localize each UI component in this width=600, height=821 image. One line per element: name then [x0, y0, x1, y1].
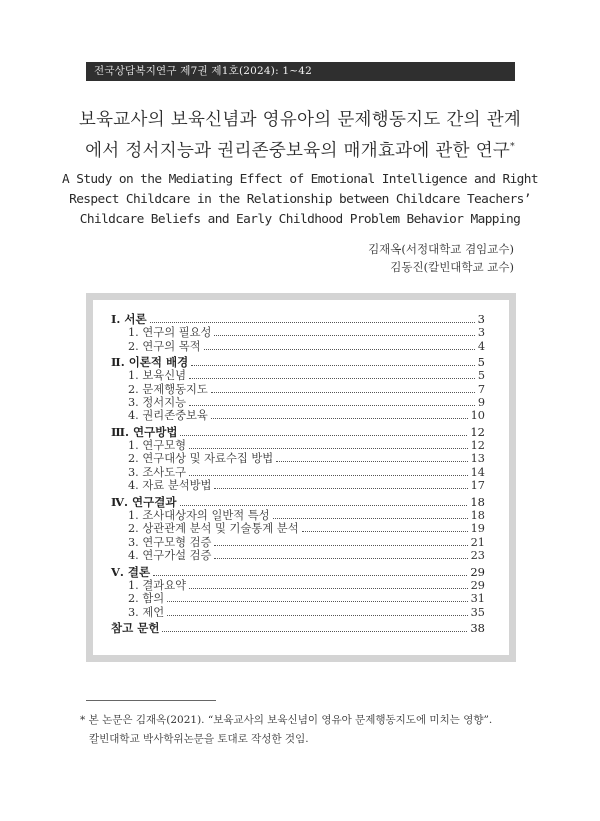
toc-page-number: 21 — [470, 535, 485, 549]
toc-page-number: 3 — [477, 326, 485, 340]
toc-subsection-entry[interactable] — [111, 509, 485, 522]
toc-page-number: 17 — [470, 479, 485, 493]
toc-dot-leader — [214, 545, 467, 546]
toc-entry-label: 3. 조사도구 — [128, 465, 187, 479]
author-2: 김동진(칼빈대학교 교수) — [390, 260, 514, 274]
toc-entry-label: 4. 자료 분석방법 — [128, 479, 212, 493]
toc-dot-leader — [189, 378, 475, 379]
toc-section-entry[interactable] — [111, 355, 485, 369]
toc-page-number: 12 — [470, 439, 485, 453]
toc-dot-leader — [211, 392, 475, 393]
toc-entry-label: 2. 함의 — [128, 592, 165, 606]
toc-page-number: 12 — [470, 424, 485, 439]
toc-page-number: 38 — [470, 620, 485, 635]
toc-dot-leader — [191, 365, 474, 366]
english-title-line-1: A Study on the Mediating Effect of Emotional Intelligence and Right — [62, 172, 538, 187]
toc-dot-leader — [189, 588, 468, 589]
toc-dot-leader — [302, 531, 468, 532]
toc-dot-leader — [150, 322, 475, 323]
toc-entry-label: Ⅱ. 이론적 배경 — [111, 355, 189, 370]
toc-subsection-entry[interactable] — [111, 452, 485, 465]
toc-page-number: 7 — [477, 382, 485, 396]
toc-page-number: 14 — [470, 465, 485, 479]
toc-subsection-entry[interactable] — [111, 396, 485, 409]
toc-entry-label: 3. 제언 — [128, 605, 165, 619]
footnote-mark[interactable]: * — [510, 142, 515, 152]
toc-dot-leader — [214, 558, 467, 559]
toc-dot-leader — [153, 575, 467, 576]
toc-page-number: 29 — [470, 564, 485, 579]
korean-title-line-2 — [60, 134, 540, 165]
toc-entry-label: 3. 정서지능 — [128, 396, 187, 410]
toc-page-number: 19 — [470, 522, 485, 536]
toc-dot-leader — [273, 518, 468, 519]
table-of-contents — [93, 300, 509, 655]
toc-dot-leader — [211, 418, 468, 419]
toc-subsection-entry[interactable] — [111, 383, 485, 396]
toc-entry-label: 참고 문헌 — [111, 620, 160, 635]
toc-dot-leader — [180, 435, 467, 436]
toc-entry-label: 4. 권리존중보육 — [128, 409, 208, 423]
toc-section-entry[interactable] — [111, 565, 485, 579]
toc-page-number: 9 — [477, 396, 485, 410]
toc-entry-label: 4. 연구가설 검증 — [128, 549, 212, 563]
toc-subsection-entry[interactable] — [111, 606, 485, 619]
toc-page-number: 5 — [477, 369, 485, 383]
toc-subsection-entry[interactable] — [111, 326, 485, 339]
toc-page-number: 4 — [477, 339, 485, 353]
english-title — [60, 170, 540, 230]
toc-page-number: 23 — [470, 549, 485, 563]
english-title-line-3: Childcare Beliefs and Early Childhood Problem Behavior Mapping — [79, 212, 521, 227]
toc-subsection-entry[interactable] — [111, 439, 485, 452]
toc-page-number: 31 — [470, 592, 485, 606]
author-1: 김재옥(서정대학교 겸임교수) — [368, 242, 514, 256]
toc-subsection-entry[interactable] — [111, 536, 485, 549]
toc-dot-leader — [189, 405, 475, 406]
toc-dot-leader — [189, 475, 468, 476]
toc-subsection-entry[interactable] — [111, 340, 485, 353]
toc-subsection-entry[interactable] — [111, 592, 485, 605]
toc-dot-leader — [276, 461, 467, 462]
toc-entry-label: 1. 조사대상자의 일반적 특성 — [128, 508, 270, 522]
footnote-divider — [86, 700, 216, 701]
toc-dot-leader — [214, 335, 474, 336]
toc-page-number: 10 — [470, 409, 485, 423]
toc-dot-leader — [180, 505, 468, 506]
toc-page-number: 29 — [470, 578, 485, 592]
toc-dot-leader — [167, 615, 467, 616]
toc-section-entry[interactable] — [111, 312, 485, 326]
toc-entry-label: Ⅳ. 연구결과 — [111, 494, 177, 509]
table-of-contents-frame — [86, 293, 516, 662]
toc-section-entry[interactable] — [111, 621, 485, 635]
toc-page-number: 35 — [470, 605, 485, 619]
authors — [368, 240, 514, 276]
toc-entry-label: 3. 연구모형 검증 — [128, 535, 212, 549]
journal-header-text: 전국상담복지연구 제7권 제1호(2024): 1~42 — [94, 65, 312, 77]
toc-subsection-entry[interactable] — [111, 409, 485, 422]
toc-subsection-entry[interactable] — [111, 369, 485, 382]
toc-entry-label: 2. 문제행동지도 — [128, 382, 208, 396]
toc-page-number: 13 — [470, 452, 485, 466]
toc-section-entry[interactable] — [111, 425, 485, 439]
korean-title — [60, 107, 540, 165]
korean-title-line-1: 보육교사의 보육신념과 영유아의 문제행동지도 간의 관계 — [78, 110, 522, 130]
toc-subsection-entry[interactable] — [111, 479, 485, 492]
toc-subsection-entry[interactable] — [111, 579, 485, 592]
toc-dot-leader — [214, 488, 467, 489]
toc-entry-label: Ⅲ. 연구방법 — [111, 424, 178, 439]
footnote-line-2: 칼빈대학교 박사학위논문을 토대로 작성한 것임. — [89, 733, 309, 745]
toc-entry-label: Ⅴ. 결론 — [111, 564, 151, 579]
toc-entry-label: Ⅰ. 서론 — [111, 312, 147, 326]
toc-entry-label: 2. 상관관계 분석 및 기술통계 분석 — [128, 522, 299, 536]
footnote — [80, 711, 520, 749]
toc-page-number: 3 — [477, 312, 485, 326]
toc-entry-label: 1. 연구의 필요성 — [128, 326, 212, 340]
toc-dot-leader — [189, 448, 468, 449]
toc-page-number: 5 — [477, 355, 485, 370]
toc-subsection-entry[interactable] — [111, 466, 485, 479]
toc-subsection-entry[interactable] — [111, 522, 485, 535]
english-title-line-2: Respect Childcare in the Relationship between Childcare Teachers’ — [69, 192, 531, 207]
toc-entry-label: 1. 연구모형 — [128, 439, 187, 453]
toc-entry-label: 1. 보육신념 — [128, 369, 187, 383]
toc-dot-leader — [162, 631, 467, 632]
toc-entry-label: 1. 결과요약 — [128, 578, 187, 592]
toc-dot-leader — [204, 349, 475, 350]
toc-dot-leader — [167, 601, 467, 602]
toc-entry-label: 2. 연구대상 및 자료수집 방법 — [128, 452, 274, 466]
korean-title-line-2-text: 에서 정서지능과 권리존중보육의 매개효과에 관한 연구 — [85, 140, 511, 161]
toc-subsection-entry[interactable] — [111, 549, 485, 562]
toc-entry-label: 2. 연구의 목적 — [128, 339, 201, 353]
toc-page-number: 18 — [470, 508, 485, 522]
toc-section-entry[interactable] — [111, 495, 485, 509]
journal-header-bar — [86, 62, 515, 81]
footnote-line-1: * 본 논문은 김재옥(2021). “보육교사의 보육신념이 영유아 문제행동지도에 미치는 영향”. — [80, 714, 493, 726]
toc-page-number: 18 — [470, 494, 485, 509]
